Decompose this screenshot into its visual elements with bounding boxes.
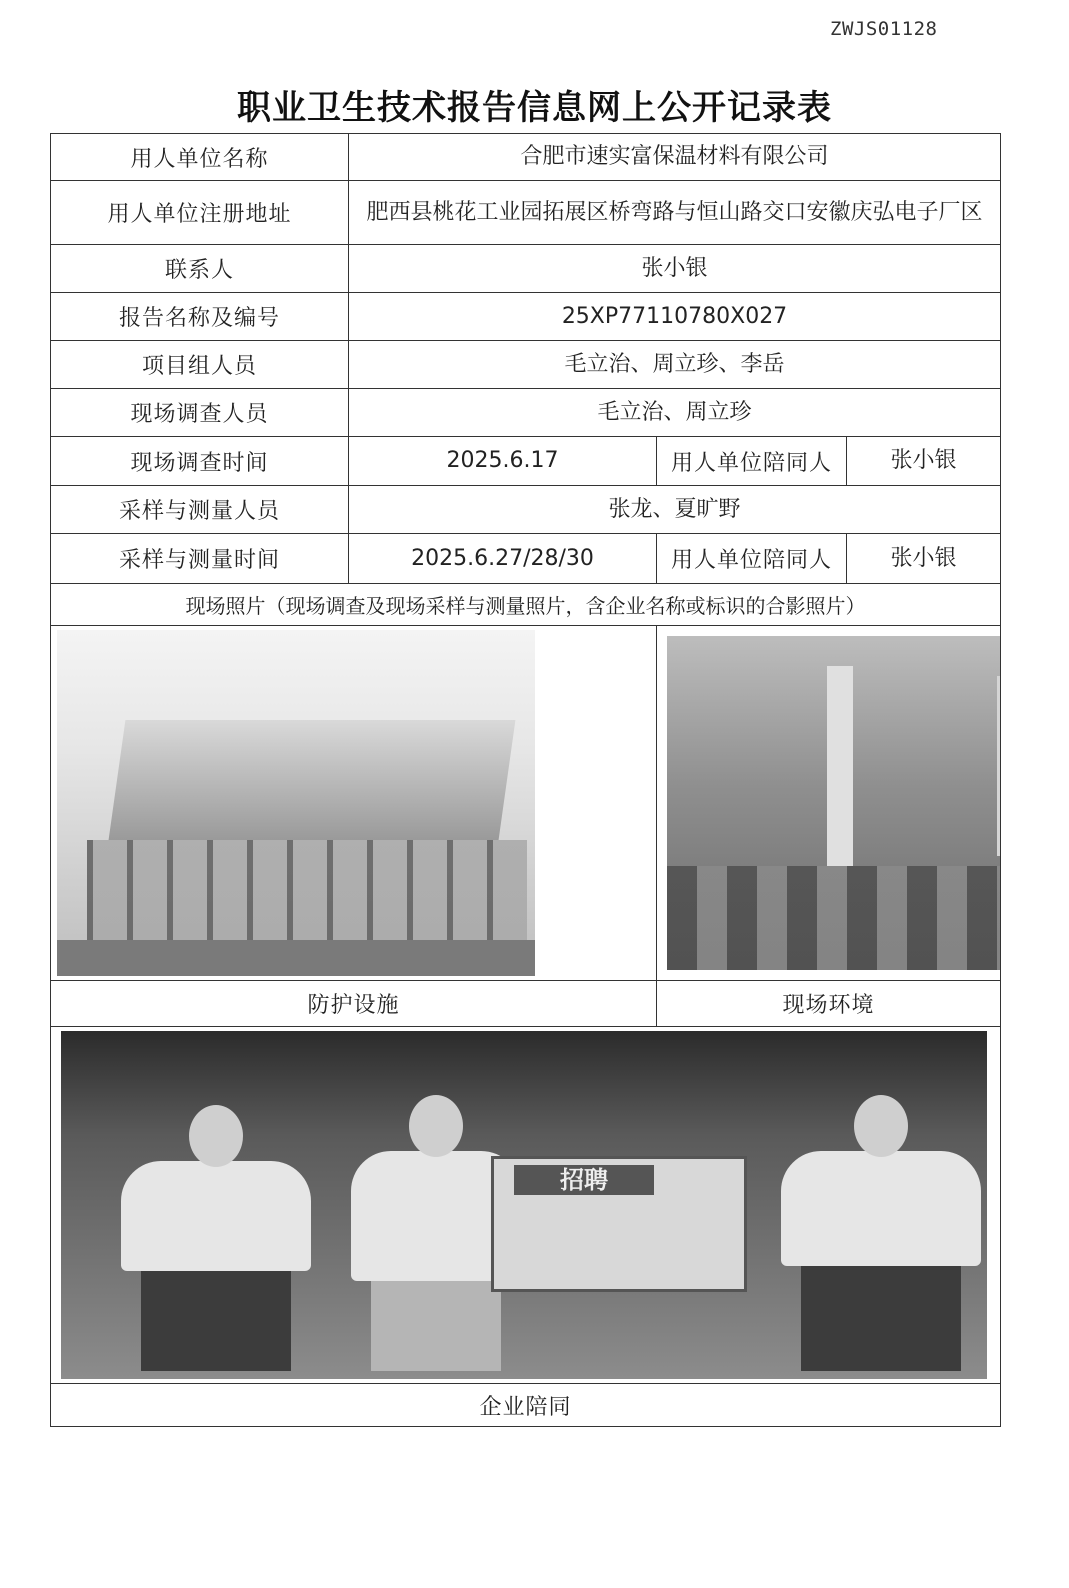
row-employer-address: [51, 181, 1001, 245]
report-number: 25XP77110780X027: [349, 293, 1001, 341]
sign-text: 招聘: [514, 1165, 654, 1195]
row-survey-time: [51, 437, 1001, 486]
row-photos-heading: [51, 584, 1001, 626]
survey-time-value: 2025.6.17: [349, 437, 657, 486]
employer-address-value: 肥西县桃花工业园拓展区桥弯路与恒山路交口安徽庆弘电子厂区: [349, 181, 1001, 245]
photo-enterprise-escort: [61, 1031, 987, 1379]
document-id: ZWJS01128: [830, 18, 938, 40]
survey-time-label: 现场调查时间: [51, 437, 349, 486]
project-members-label: 项目组人员: [51, 341, 349, 389]
head-shape: [854, 1095, 908, 1157]
row-escort-caption: [51, 1384, 1001, 1427]
report-label: 报告名称及编号: [51, 293, 349, 341]
employer-name-value: 合肥市速实富保温材料有限公司: [349, 134, 1001, 181]
caption-escort: 企业陪同: [51, 1384, 1001, 1427]
survey-staff-label: 现场调查人员: [51, 389, 349, 437]
photo-site-environment: [667, 636, 1001, 970]
escort-photo-cell: [51, 1027, 1001, 1384]
recruitment-sign: [491, 1156, 747, 1292]
photos-heading: 现场照片（现场调查及现场采样与测量照片，含企业名称或标识的合影照片）: [51, 584, 1001, 626]
legs-shape: [801, 1266, 961, 1371]
photo-protection-facility: [57, 630, 535, 976]
employer-name-label: 用人单位名称: [51, 134, 349, 181]
legs-shape: [141, 1271, 291, 1371]
sampling-escort-value: 张小银: [847, 534, 1001, 584]
floor-shape: [57, 940, 535, 976]
person-shape: [121, 1161, 311, 1271]
employer-address-label: 用人单位注册地址: [51, 181, 349, 245]
legs-shape: [371, 1281, 501, 1371]
person-shape: [781, 1151, 981, 1266]
record-table: [50, 133, 1001, 1427]
contact-label: 联系人: [51, 245, 349, 293]
workshop-floor-shape: [667, 866, 1001, 970]
sampling-staff-label: 采样与测量人员: [51, 486, 349, 534]
row-report: [51, 293, 1001, 341]
row-sampling-staff: [51, 486, 1001, 534]
project-members-value: 毛立治、周立珍、李岳: [349, 341, 1001, 389]
machine-hood-shape: [109, 720, 516, 840]
survey-escort-value: 张小银: [847, 437, 1001, 486]
survey-escort-label: 用人单位陪同人: [657, 437, 847, 486]
pillar-shape: [997, 676, 1001, 856]
row-photo-captions: [51, 981, 1001, 1027]
row-survey-staff: [51, 389, 1001, 437]
caption-environment: 现场环境: [657, 981, 1001, 1027]
survey-staff-value: 毛立治、周立珍: [349, 389, 1001, 437]
head-shape: [409, 1095, 463, 1157]
photo-protection-cell: [51, 626, 657, 981]
row-photos: [51, 626, 1001, 981]
head-shape: [189, 1105, 243, 1167]
pillar-shape: [827, 666, 853, 866]
sampling-time-label: 采样与测量时间: [51, 534, 349, 584]
row-employer-name: [51, 134, 1001, 181]
row-contact: [51, 245, 1001, 293]
row-sampling-time: [51, 534, 1001, 584]
sampling-staff-value: 张龙、夏旷野: [349, 486, 1001, 534]
caption-protection: 防护设施: [51, 981, 657, 1027]
row-escort-photo: [51, 1027, 1001, 1384]
photo-environment-cell: [657, 626, 1001, 981]
sampling-time-value: 2025.6.27/28/30: [349, 534, 657, 584]
contact-value: 张小银: [349, 245, 1001, 293]
sampling-escort-label: 用人单位陪同人: [657, 534, 847, 584]
row-project-members: [51, 341, 1001, 389]
page-title: 职业卫生技术报告信息网上公开记录表: [237, 88, 832, 128]
